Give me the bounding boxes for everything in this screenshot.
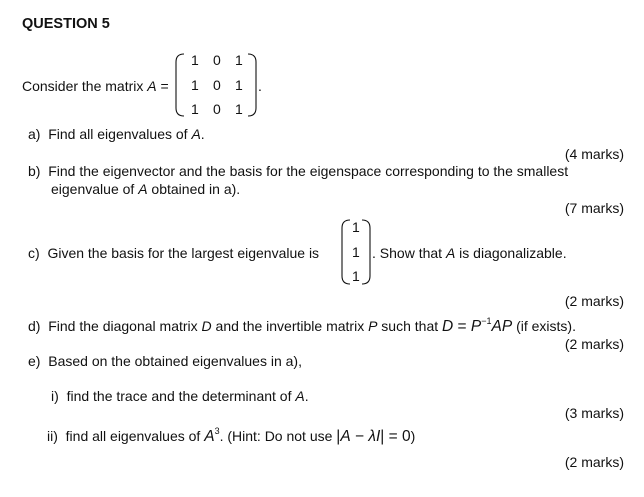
matrix-cell: 1 <box>235 101 243 117</box>
matrix-cell: 0 <box>213 52 221 68</box>
part-d-t3: such that <box>377 318 443 334</box>
part-eii-t1: find all eigenvalues of <box>65 428 205 444</box>
marks-d: (2 marks) <box>564 336 624 352</box>
marks-ei: (3 marks) <box>564 405 624 421</box>
part-eii-t2: . (Hint: Do not use <box>219 428 337 444</box>
part-d-D: D <box>201 318 212 334</box>
part-eii-A: A <box>204 428 215 445</box>
part-eii-label: ii) <box>47 428 58 444</box>
part-e-text: Based on the obtained eigenvalues in a), <box>48 353 302 369</box>
marks-a: (4 marks) <box>564 146 624 162</box>
part-b-label: b) <box>28 163 41 179</box>
matrix-a <box>175 52 257 118</box>
marks-c: (2 marks) <box>564 293 624 309</box>
matrix-cell: 0 <box>213 77 221 93</box>
part-ei-text: find the trace and the determinant of <box>66 388 296 404</box>
part-b-text3: obtained in a). <box>147 181 241 197</box>
vector-basis <box>341 218 371 286</box>
part-a-var: A <box>191 126 201 142</box>
det-open: | <box>336 428 341 445</box>
matrix-cell: 1 <box>191 101 199 117</box>
eq-P: P <box>470 318 482 335</box>
marks-eii: (2 marks) <box>564 454 624 470</box>
part-eii-t3: ) <box>410 428 416 444</box>
part-ei-label: i) <box>51 388 59 404</box>
det-eq: = 0 <box>384 428 411 445</box>
det-A: A <box>340 428 351 445</box>
det-minus: − <box>350 428 369 445</box>
matrix-cell: 1 <box>235 77 243 93</box>
part-c-tail <box>372 245 567 261</box>
question-title: QUESTION 5 <box>22 16 110 32</box>
part-c-label: c) <box>28 245 40 261</box>
matrix-var: A <box>147 78 157 94</box>
intro-period: . <box>258 78 262 94</box>
intro-eq: = <box>156 78 169 94</box>
matrix-cell: 0 <box>213 101 221 117</box>
part-d <box>28 318 576 336</box>
vector-entry: 1 <box>352 268 360 284</box>
part-c-post2: is diagonalizable. <box>455 245 567 261</box>
part-e <box>28 353 302 369</box>
vector-entry: 1 <box>352 219 360 235</box>
eq-sign: = <box>453 318 471 335</box>
part-a-end: . <box>200 126 205 142</box>
part-d-t2: and the invertible matrix <box>211 318 369 334</box>
part-b-line2 <box>51 181 240 197</box>
matrix-cell: 1 <box>191 52 199 68</box>
intro-prefix: Consider the matrix <box>22 78 148 94</box>
part-a <box>28 126 205 142</box>
det-close: | <box>380 428 385 445</box>
part-ei <box>51 388 309 404</box>
part-a-label: a) <box>28 126 41 142</box>
intro-text <box>22 78 169 94</box>
part-c-text: Given the basis for the largest eigenvalue is <box>47 245 320 261</box>
eq-D: D <box>442 318 454 335</box>
det-lambda: λ <box>368 428 376 445</box>
part-b-text1: Find the eigenvector and the basis for the eigenspace corresponding to the smallest <box>48 163 569 179</box>
part-c-var: A <box>445 245 456 261</box>
part-a-text: Find all eigenvalues of <box>48 126 192 142</box>
part-d-P: P <box>368 318 378 334</box>
part-c-post: . Show that <box>372 245 446 261</box>
vector-entry: 1 <box>352 244 360 260</box>
part-d-t4: (if exists). <box>512 318 576 334</box>
part-ei-end: . <box>304 388 309 404</box>
eq-exp: −1 <box>481 316 492 326</box>
part-d-label: d) <box>28 318 41 334</box>
part-eii-exp: 3 <box>214 426 220 436</box>
part-b-line1 <box>28 163 568 179</box>
matrix-cell: 1 <box>191 77 199 93</box>
part-ei-var: A <box>295 388 305 404</box>
part-e-label: e) <box>28 353 41 369</box>
eq-AP: AP <box>491 318 513 335</box>
part-b-var: A <box>138 181 148 197</box>
part-b-text2: eigenvalue of <box>51 181 139 197</box>
marks-b: (7 marks) <box>564 200 624 216</box>
part-c <box>28 245 319 261</box>
matrix-cell: 1 <box>235 52 243 68</box>
part-d-t1: Find the diagonal matrix <box>48 318 202 334</box>
part-eii <box>47 428 415 446</box>
det-I: I <box>375 428 381 445</box>
